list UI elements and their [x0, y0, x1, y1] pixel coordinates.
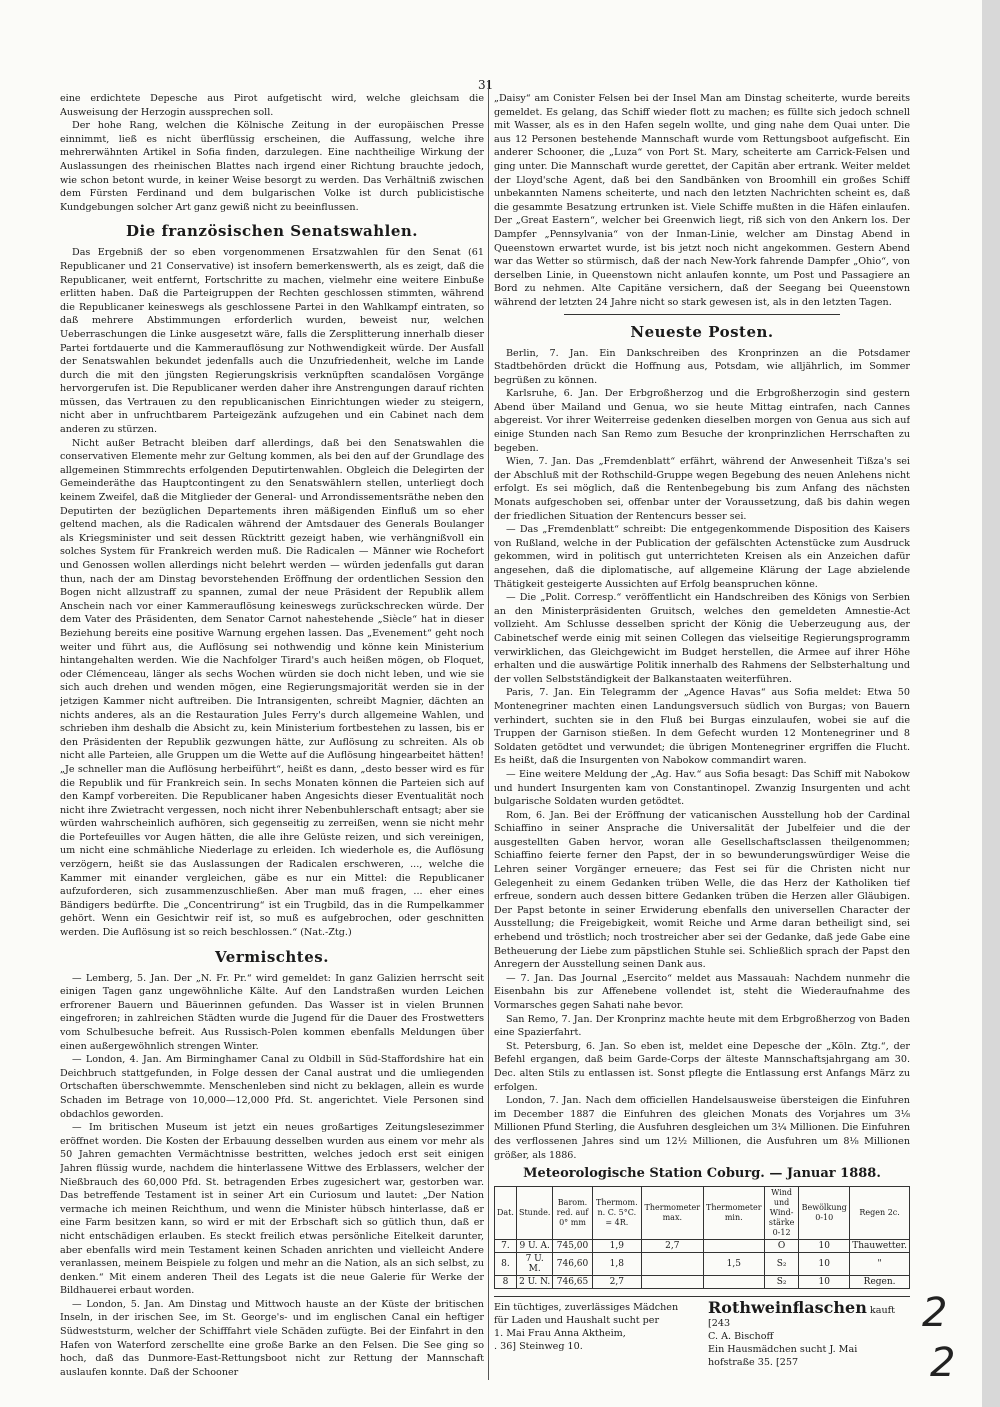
weather-header-row: [495, 1187, 910, 1240]
table-cell: 746,60: [553, 1253, 592, 1276]
news-ag-hav: — Eine weitere Meldung der „Ag. Hav.“ aus Sofia besagt: Das Schiff mit Nabokow und hundert Insurgenten kam von Constantinopel. Zwanzig Insurgenten und acht bulgarische Soldaten wurden getödtet.: [494, 768, 910, 808]
table-cell: 1,9: [592, 1240, 641, 1253]
ad-title: Rothweinflaschen: [708, 1298, 867, 1317]
table-cell: S₂: [764, 1253, 798, 1276]
table-cell: 1,8: [592, 1253, 641, 1276]
table-cell: 2 U. N.: [516, 1276, 552, 1289]
section-heading-vermischtes: Vermischtes.: [215, 947, 329, 966]
ad-line: für Laden und Haushalt sucht per: [494, 1315, 660, 1326]
ad-line: 1. Mai Frau Anna Aktheim,: [494, 1328, 626, 1339]
ad-line: Ein tüchtiges, zuverlässiges Mädchen: [494, 1302, 679, 1313]
table-cell: 7 U. M.: [516, 1253, 552, 1276]
table-cell: 8: [495, 1276, 517, 1289]
table-cell: 10: [799, 1276, 850, 1289]
table-cell: 10: [799, 1240, 850, 1253]
table-cell: 9 U. A.: [516, 1240, 552, 1253]
ad-line: C. A. Bischoff: [708, 1331, 774, 1342]
table-cell: ": [850, 1253, 910, 1276]
misc-paragraph-1: — Lemberg, 5. Jan. Der „N. Fr. Pr.“ wird gemeldet: In ganz Galizien herrscht seit einigen Tagen ganz ungewöhnliche Kälte. Auf den Landstraßen wurden Leichen erfrorener Bauern und Bäuerinnen gefunden. Das Wasser ist in vielen Brunnen eingefroren; in zahlreichen Städten wurde die Jugend für die Dauer des Frostwetters vom Schulbesuche befreit. Aus Russisch-Polen kommen ebenfalls Meldungen über einen außergewöhnlich strengen Winter.: [60, 972, 484, 1052]
news-esercito: — 7. Jan. Das Journal „Esercito“ meldet aus Massauah: Nachdem nunmehr die Eisenbahn bis zur Affenebene vollendet ist, steht die Wiederaufnahme des Vormarsches gegen Sahati nahe bevor.: [494, 972, 910, 1011]
misc-paragraph-3: — Im britischen Museum ist jetzt ein neues großartiges Zeitungslesezimmer eröffnet worden. Die Kosten der Erbauung desselben wurden aus einem vor mehr als 50 Jahren gemachten Vermächtnisse bestritten, welches jedoch erst seit einigen Jahren flüssig wurde, nachdem die hinterlassene Wittwe des Erblassers, welcher der Nießbrauch des 60,000 Pfd. St. betragenden Erbes zugesichert war, gestorben war. Das betreffende Testament ist in seiner Art ein Curiosum und lautet: „Der Nation vermache ich meinen Reichthum, und wenn die Minister hübsch hinterlasse, daß er eine Farm besitzen kann, so wird er mit der Erbschaft sich so gütlich thun, daß er nicht entschädigen erlauben. Es steckt freilich etwas persönliche Eitelkeit darunter, aber ebenfalls wird mein Testament keinen Schaden anrichten und vielleicht Andere veranlassen, meinem Beispiele zu folgen und mehr an die Nation, als an sich selbst, zu denken.“ Mit einem anderen Theil des Legats ist die neue Galerie für Werke der Bildhauerei erbaut worden.: [60, 1122, 484, 1297]
table-cell: O: [764, 1240, 798, 1253]
misc-paragraph-4: — London, 5. Jan. Am Dinstag und Mittwoch hauste an der Küste der britischen Inseln, in der irischen See, im St. George's- und im englischen Canal ein heftiger Südweststurm, welcher der Schifffahrt viele Schäden zufügte. Bei der Einfahrt in den Hafen von Waterford zerschellte eine große Barke an den Felsen. Die See ging so hoch, daß das Dunmore-East-Rettungsboot nicht zur Rettung der Mannschaft auslaufen konnte. Daß der Schooner: [60, 1298, 484, 1378]
weather-header-cell: Thermometer max.: [642, 1187, 704, 1240]
weather-header-cell: Bewölkung 0-10: [799, 1187, 850, 1240]
news-fremdenblatt: — Das „Fremdenblatt“ schreibt: Die entgegenkommende Disposition des Kaisers von Rußland, welche in der Publication der gefälschten Actenstücke zum Ausdruck gekommen, wird in politisch gut unterrichteten Kreisen als ein Anzeichen dafür angesehen, daß die diplomatische, auf allgemeine Klärung der Lage abzielende Thätigkeit gesteigerte Aussichten auf Erfolg beanspruchen könne.: [494, 524, 910, 590]
table-cell: [703, 1276, 764, 1289]
weather-table: [494, 1186, 910, 1289]
news-wien: Wien, 7. Jan. Das „Fremdenblatt“ erfährt, während der Anwesenheit Tißza's sei der Abschluß mit der Rothschild-Gruppe wegen Begebung des neuen Anlehens nicht erfolgt. Es sei möglich, daß die Rentenbegebung bis zum Anfang des nächsten Monats aufgeschoben sei, offenbar unter der Voraussetzung, daß bis dahin wegen der friedlichen Situation der Rentencurs besser sei.: [494, 456, 910, 522]
advertisements: [494, 1296, 910, 1368]
news-polit-corresp: — Die „Polit. Corresp.“ veröffentlicht ein Handschreiben des Königs von Serbien an den Ministerpräsidenten Gruitsch, welches den gemeldeten Amnestie-Act vollzieht. Am Schlusse desselben spricht der König die Ueberzeugung aus, der Cabinetschef werde einig mit seinen Collegen das vielseitige Regierungsprogramm verwirklichen, das Gleichgewicht im Budget herstellen, die Armee auf ihrer Höhe erhalten und die auswärtige Politik innerhalb des Rahmens der Selbsterhaltung und der vollen Selbstständigkeit der Balkanstaaten weiterführen.: [494, 592, 910, 685]
intro-paragraph-2: Der hohe Rang, welchen die Kölnische Zeitung in der europäischen Presse einnimmt, ließ es nicht überflüssig erscheinen, die Auffassung, welche ihre mehrerwähnten Artikel in Sofia finden, darzulegen. Eine nachtheilige Wirkung der Auslassungen des rheinischen Blattes nach irgend einer Richtung brauchte jedoch, wie schon betont wurde, in keiner Weise besorgt zu werden. Das Verhältniß zwischen dem Fürsten Ferdinand und dem bulgarischen Volke ist durch publicistische Kundgebungen solcher Art ganz gewiß nicht zu beeinflussen.: [60, 120, 484, 213]
table-cell: 1,5: [703, 1253, 764, 1276]
weather-header-cell: Dat.: [495, 1187, 517, 1240]
news-paris: Paris, 7. Jan. Ein Telegramm der „Agence Havas“ aus Sofia meldet: Etwa 50 Montenegriner machten einen Landungsversuch südlich von Burgas; von Bauern verhindert, suchten sie in den Fluß bei Burgas einzulaufen, wobei sie auf die Truppen der Garnison stießen. In dem Gefecht wurden 12 Montenegriner und 8 Soldaten getödtet und verwundet; die übrigen Montenegriner ergriffen die Flucht. Es heißt, daß die Insurgenten von Nabokow commandirt waren.: [494, 687, 910, 767]
table-cell: 2,7: [592, 1276, 641, 1289]
misc-paragraph-2: — London, 4. Jan. Am Birminghamer Canal zu Oldbill in Süd-Staffordshire hat ein Deichbruch stattgefunden, in Folge dessen der Canal austrat und die umliegenden Ortschaften überschwemmte. Menschenleben sind nicht zu beklagen, allein es wurde Schaden im Betrage von 10,000—12,000 Pfd. St. angerichtet. Viele Personen sind obdachlos geworden.: [60, 1054, 484, 1120]
ad-line: kauft [243: [708, 1305, 896, 1329]
weather-header-cell: Thermom. n. C. 5°C. = 4R.: [592, 1187, 641, 1240]
ad-line: Ein Hausmädchen sucht J. Mai: [708, 1344, 858, 1355]
table-cell: 10: [799, 1253, 850, 1276]
page-number: 31: [478, 78, 494, 92]
intro-paragraph-1: eine erdichtete Depesche aus Pirot aufgetischt wird, welche gleichsam die Ausweisung der Herzogin aussprechen soll.: [60, 93, 484, 118]
left-column: [60, 92, 484, 1382]
continuation-paragraph: „Daisy“ am Conister Felsen bei der Insel Man am Dinstag scheiterte, wurde bereits gemeldet. Es gelang, das Schiff wieder flott zu machen; es füllte sich jedoch schnell mit Wasser, als es in den Hafen segeln wollte, und ging nahe dem Quai unter. Die aus 12 Personen bestehende Mannschaft wurde vom Rettungsboot aufgefischt. Ein anderer Schooner, die „Luza“ von Port St. Mary, scheiterte am Carrick-Felsen und ging unter. Die Mannschaft wurde gerettet, der Capitän aber ertrank. Weiter meldet der Lloyd'sche Agent, daß bei den Sandbänken von Broomhill ein großes Schiff unbekannten Namens scheiterte, und nach den letzten Nachrichten scheint es, daß die gesammte Besatzung ertrunken ist. Viele Schiffe mußten in die Häfen einlaufen. Der „Great Eastern“, welcher bei Greenwich liegt, riß sich von den Ankern los. Der Dampfer „Pennsylvania“ von der Inman-Linie, welcher am Dinstag Abend in Queenstown erwartet wurde, ist bis jetzt noch nicht angekommen. Gestern Abend war das Wetter so stürmisch, daß der nach New-York fahrende Dampfer „Ohio“, von derselben Linie, in Queenstown nicht anlaufen konnte, um Post und Passagiere an Bord zu nehmen. Alte Capitäne versichern, daß der Seegang bei Queenstown während der letzten 24 Jahre nicht so stark gewesen ist, als in den letzten Tagen.: [494, 93, 910, 308]
table-row: [495, 1240, 910, 1253]
news-berlin: Berlin, 7. Jan. Ein Dankschreiben des Kronprinzen an die Potsdamer Stadtbehörden drückt die Hoffnung aus, Potsdam, wie alljährlich, im Sommer begrüßen zu können.: [494, 347, 910, 386]
weather-header-cell: Stunde.: [516, 1187, 552, 1240]
page-edge: [982, 0, 1000, 1407]
right-column: [494, 92, 910, 1172]
table-cell: 2,7: [642, 1240, 704, 1253]
weather-header-cell: Thermometer min.: [703, 1187, 764, 1240]
table-cell: [703, 1240, 764, 1253]
weather-header-cell: Barom. red. auf 0° mm: [553, 1187, 592, 1240]
table-cell: 746,65: [553, 1276, 592, 1289]
section-heading-senatswahlen: Die französischen Senatswahlen.: [125, 222, 419, 241]
table-row: [495, 1276, 910, 1289]
table-cell: 7.: [495, 1240, 517, 1253]
news-karlsruhe: Karlsruhe, 6. Jan. Der Erbgroßherzog und die Erbgroßherzogin sind gestern Abend über Mailand und Genua, wo sie heute Mittag eintrafen, nach Cannes abgereist. Vor ihrer Weiterreise gedenken dieselben morgen von Genua aus sich auf einige Stunden nach San Remo zum Besuche der kronprinzlichen Herrschaften zu begeben.: [494, 388, 910, 454]
table-cell: 745,00: [553, 1240, 592, 1253]
table-row: [495, 1253, 910, 1276]
weather-header-cell: Wind und Wind-stärke 0-12: [764, 1187, 798, 1240]
news-st-petersburg: St. Petersburg, 6. Jan. So eben ist, meldet eine Depesche der „Köln. Ztg.“, der Befehl ergangen, daß beim Garde-Corps der älteste Mannschaftsjahrgang am 30. Dec. alten Stils zu entlassen ist. Sonst pflegte die Entlassung erst Anfangs März zu erfolgen.: [494, 1040, 910, 1093]
table-cell: [642, 1253, 704, 1276]
table-cell: [642, 1276, 704, 1289]
ad-line: . 36] Steinweg 10.: [494, 1341, 583, 1352]
news-london: London, 7. Jan. Nach dem officiellen Handelsausweise übersteigen die Einfuhren im December 1887 die Einfuhren des gleichen Monats des Vorjahres um 3⅛ Millionen Pfund Sterling, die Ausfuhren desgleichen um 3¼ Millionen. Die Einfuhren des verflossenen Jahres sind um 12½ Millionen, die Ausfuhren um 8⅛ Millionen größer, als 1886.: [494, 1095, 910, 1161]
table-cell: Regen.: [850, 1276, 910, 1289]
column-separator: [488, 80, 489, 1380]
ad-line: hofstraße 35. [257: [708, 1357, 799, 1368]
table-cell: S₂: [764, 1276, 798, 1289]
handwritten-mark: 2: [930, 1340, 956, 1386]
senate-paragraph-1: Das Ergebniß der so eben vorgenommenen Ersatzwahlen für den Senat (61 Republicaner und 21 Conservative) ist insofern bemerkenswerth, als es zeigt, daß die Republicaner, weit entfernt, Fortschritte zu machen, vielmehr eine weitere Einbuße erlitten haben. Daß die Parteigruppen der Rechten geschlossen stimmten, während die Republicaner keineswegs als geschlossene Partei in den Wahlkampf eintraten, so daß mehrere Abstimmungen erforderlich wurden, beweist nur, welchen Ueberraschungen die Linke ausgesetzt wäre, falls die Zersplitterung innerhalb dieser Partei fortdauerte und die Kammerauflösung zur Nothwendigkeit würde. Der Ausfall der Senatswahlen bekundet jedenfalls auch die Unzufriedenheit, welche im Lande durch die mit den jüngsten Regierungskrisis verknüpften scandalösen Vorgänge hervorgerufen ist. Die Republicaner werden daher ihre Anstrengungen darauf richten müssen, das Vertrauen zu den republicanischen Einrichtungen wieder zu steigern, nicht aber in unfruchtbarem Parteigezänk aufzugehen und ein Cabinet nach dem anderen zu stürzen.: [60, 247, 484, 436]
section-divider: [564, 314, 840, 315]
weather-table-title: Meteorologische Station Coburg. — Januar 1888.: [523, 1166, 881, 1181]
news-san-remo: San Remo, 7. Jan. Der Kronprinz machte heute mit dem Erbgroßherzog von Baden eine Spazierfahrt.: [494, 1013, 910, 1039]
weather-header-cell: Regen 2c.: [850, 1187, 910, 1240]
ad-maid-wanted: [494, 1301, 704, 1353]
news-rom: Rom, 6. Jan. Bei der Eröffnung der vaticanischen Ausstellung hob der Cardinal Schiaffino in seiner Ansprache die Universalität der Jubelfeier und die der ausgestellten Gaben hervor, woran alle Gesellschaftsclassen theilgenommen; Schiaffino feierte ferner den Papst, der in so bewunderungswürdiger Weise die Lehren seiner Vorgänger erneuere; das Fest sei für die Christen nicht nur Gelegenheit zu einem Gedanken trüben Welle, die das Herz der Katholiken tief erfreue, sondern auch dessen bittere Gedanken trüben die Herzen aller Gläubigen. Der Papst betonte in seiner Erwiderung ebenfalls den universellen Character der Ausstellung; die Freigebigkeit, womit Reiche und Arme daran betheiligt sind, sei erhebend und tröstlich; noch trostreicher aber sei der Gedanke, daß jede Gabe eine Betheuerung der Liebe zum päpstlichen Stuhle sei. Schließlich sprach der Papst den Anregern der Ausstellung seinen Dank aus.: [494, 809, 910, 971]
table-cell: 8.: [495, 1253, 517, 1276]
ad-wine-bottles: [708, 1298, 908, 1369]
table-cell: Thauwetter.: [850, 1240, 910, 1253]
section-heading-neueste-posten: Neueste Posten.: [630, 322, 774, 341]
handwritten-mark: 2: [922, 1290, 948, 1336]
senate-paragraph-2: Nicht außer Betracht bleiben darf allerdings, daß bei den Senatswahlen die conservativen Elemente mehr zur Geltung kommen, als bei den auf der Grundlage des allgemeinen Stimmrechts erfolgenden Deputirtenwahlen. Obgleich die Delegirten der Gemeinderäthe das Hauptcontingent zu den Senatswählern stellen, unterliegt doch keinem Zweifel, daß die Mitglieder der General- und Arrondissementsräthe neben den Deputirten der bezüglichen Departements ihren mäßigenden Einfluß um so eher geltend machen, als die Radicalen während der Amtsdauer des Generals Boulanger als Kriegsminister und seit dessen Rücktritt gezeigt haben, wie verhängnißvoll ein solches System für Frankreich werden muß. Die Radicalen — Männer wie Rochefort und Genossen wollen allerdings nicht belehrt werden — würden jedenfalls gut daran thun, nach der am Dinstag bevorstehenden Eröffnung der ordentlichen Session den Bogen nicht allzustraff zu spannen, zumal der neue Präsident der Republik allem Anschein nach vor einer Kammerauflösung keineswegs zurückschrecken würde. Der dem Vater des Präsidenten, dem Senator Carnot nahestehende „Siècle“ hat in dieser Beziehung bereits eine positive Warnung ergehen lassen. Das „Evenement“ geht noch weiter und führt aus, die Auflösung sei nothwendig und könne kein Ministerium hintangehalten werden. Wie die Nachfolger Tirard's auch heißen mögen, ob Floquet, oder Clémenceau, länger als sechs Wochen würden sie doch nicht leben, und wie sie sich auch drehen und wenden mögen, eine Regierungsmajorität werden sie in der jetzigen Kammer nicht auftreiben. Die Intransigenten, schreibt Magnier, dächten an nichts anderes, als an die Restauration Jules Ferry's durch allgemeine Wahlen, und schrieben ihm deshalb die Absicht zu, kein Ministerium fortbestehen zu lassen, bis er den Präsidenten der Republik gezwungen hätte, zur Auflösung zu schreiten. Als ob nicht alle Parteien, alle Gruppen um die Wette auf die Auflösung hingearbeitet hätten! „Je schneller man die Auflösung herbeiführt“, heißt es dann, „desto besser wird es für die Republik und für Frankreich sein. In sechs Monaten können die Parteien sich auf den Kampf vorbereiten. Die Republicaner haben Angesichts dieser Eventualität noch nicht ihre Zwietracht vergessen, noch nicht ihrer Nebenbuhlerschaft entsagt; aber sie würden wahrscheinlich aufhören, sich gegenseitig zu zerreißen, wenn sie nicht mehr die Portefeuilles vor Augen hätten, die alle ihre Gelüste reizen, und sich vereinigen, um nicht eine schmähliche Niederlage zu erleiden. Ich wiederhole es, die Auflösung verzögern, heißt sie das Auslassungen der Radicalen erschweren, ..., welche die Kammer mit einander vergleichen, gäbe es nur ein Mittel: die Republicaner aufzuforderen, sich zusammenzuschließen. Aber man muß fragen, ... eher eines Bändigers bedürfte. Die „Concentrirung“ ist ein Trugbild, das in die Rumpelkammer gehört. Wenn ein Gesichtwir reif ist, so muß es aufgebrochen, oder geschnitten werden. Die Auflösung ist so reich beschlossen.“ (Nat.-Ztg.): [60, 437, 484, 939]
